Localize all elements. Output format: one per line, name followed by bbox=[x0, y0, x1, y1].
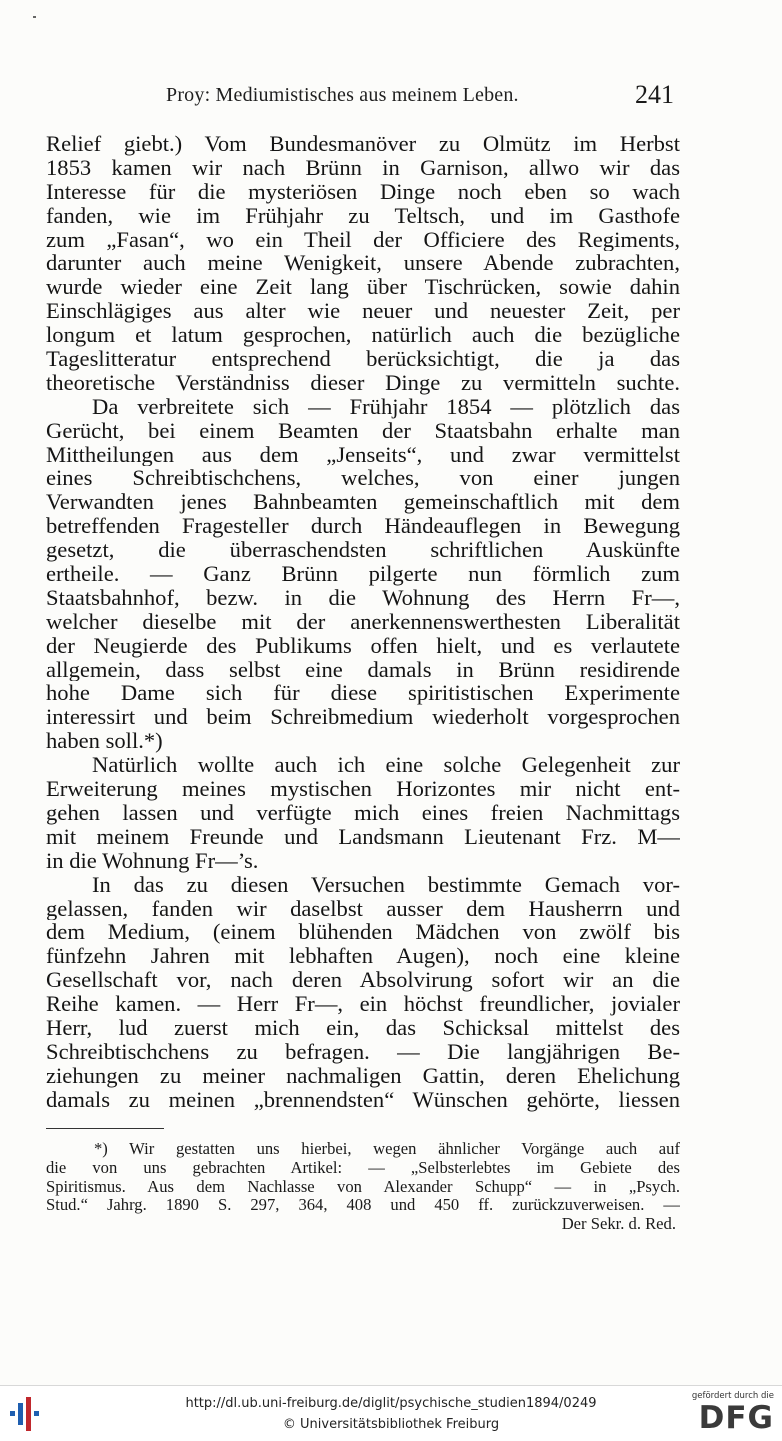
footnote-rule bbox=[46, 1128, 164, 1129]
footnote-line: Der Sekr. d. Red. bbox=[561, 1215, 676, 1234]
text-line: Staatsbahnhof, bezw. in die Wohnung des Herrn Fr—, bbox=[46, 585, 680, 610]
footnote-line: *) Wir gestatten uns hierbei, wegen ähnlicher Vorgänge auch auf bbox=[94, 1140, 680, 1158]
text-line: Natürlich wollte auch ich eine solche Gelegenheit zur bbox=[92, 753, 680, 778]
document-url-link[interactable]: http://dl.ub.uni-freiburg.de/diglit/psychische_studien1894/0249 bbox=[185, 1396, 597, 1411]
text-line: 1853 kamen wir nach Brünn in Garnison, allwo wir das bbox=[46, 155, 680, 180]
text-line: Schreibtischchens zu befragen. — Die langjährigen Be- bbox=[46, 1039, 680, 1064]
text-line: haben soll.*) bbox=[46, 729, 163, 754]
copyright-notice: © Universitätsbibliothek Freiburg bbox=[282, 1417, 500, 1432]
page-number: 241 bbox=[635, 80, 674, 109]
text-line: wurde wieder eine Zeit lang über Tischrücken, sowie dahin bbox=[46, 275, 680, 300]
text-line: in die Wohnung Fr—’s. bbox=[46, 848, 259, 873]
text-line: mit meinem Freunde und Landsmann Lieutenant Frz. M— bbox=[46, 824, 680, 849]
text-line: Verwandten jenes Bahnbeamten gemeinschaftlich mit dem bbox=[46, 490, 680, 515]
text-line: betreffenden Fragesteller durch Händeauflegen in Bewegung bbox=[46, 514, 680, 539]
text-line: Einschlägiges aus alter wie neuer und neuester Zeit, per bbox=[46, 299, 680, 324]
text-line: Gerücht, bei einem Beamten der Staatsbahn erhalte man bbox=[46, 418, 680, 443]
text-line: Tageslitteratur entsprechend berücksichtigt, die ja das bbox=[46, 347, 680, 371]
text-line: fünfzehn Jahren mit lebhaften Augen), noch eine kleine bbox=[46, 944, 680, 969]
text-line: gehen lassen und verfügte mich eines freien Nachmittags bbox=[46, 800, 680, 825]
text-line: eines Schreibtischchens, welches, von einer jungen bbox=[46, 466, 680, 491]
footnote-line: Stud.“ Jahrg. 1890 S. 297, 364, 408 und 450 ff. zurückzuverweisen. — bbox=[46, 1196, 680, 1215]
text-line: welcher dieselbe mit der anerkennenswerthesten Liberalität bbox=[46, 609, 680, 634]
text-line: longum et latum gesprochen, natürlich auch die bezügliche bbox=[46, 323, 680, 348]
text-line: Gesellschaft vor, nach deren Absolvirung sofort wir an die bbox=[46, 968, 680, 993]
library-footer bbox=[0, 1385, 782, 1441]
text-line: Mittheilungen aus dem „Jenseits“, und zwar vermittelst bbox=[46, 442, 680, 467]
text-line: In das zu diesen Versuchen bestimmte Gemach vor- bbox=[92, 872, 680, 897]
text-line: Herr, lud zuerst mich ein, das Schicksal mittelst des bbox=[46, 1015, 680, 1040]
footnote-line: die von uns gebrachten Artikel: — „Selbsterlebtes im Gebiete des bbox=[46, 1158, 680, 1177]
scan-artifact-dot bbox=[33, 16, 36, 18]
page-header bbox=[46, 80, 680, 118]
text-line: ziehungen zu meiner nachmaligen Gattin, deren Ehelichung bbox=[46, 1063, 680, 1088]
footnote-line: Spiritismus. Aus dem Nachlasse von Alexander Schupp“ — in „Psych. bbox=[46, 1177, 680, 1196]
running-head: Proy: Mediumistisches aus meinem Leben. bbox=[166, 84, 519, 106]
text-line: Interesse für die mysteriösen Dinge noch eben so wach bbox=[46, 179, 680, 204]
text-line: hohe Dame sich für diese spiritistischen Experimente bbox=[46, 681, 680, 706]
text-line: dem Medium, (einem blühenden Mädchen von zwölf bis bbox=[46, 920, 680, 945]
text-line: fanden, wie im Frühjahr zu Teltsch, und im Gasthofe bbox=[46, 203, 680, 228]
text-line: interessirt und beim Schreibmedium wiederholt vorgesprochen bbox=[46, 705, 680, 730]
text-line: theoretische Verständniss dieser Dinge zu vermitteln suchte. bbox=[46, 370, 680, 395]
text-line: darunter auch meine Wenigkeit, unsere Abende zubrachten, bbox=[46, 251, 680, 276]
text-line: Relief giebt.) Vom Bundesmanöver zu Olmütz im Herbst bbox=[46, 132, 680, 156]
text-line: Erweiterung meines mystischen Horizontes mir nicht ent- bbox=[46, 777, 680, 801]
dfg-logo bbox=[684, 1391, 774, 1437]
text-line: der Neugierde des Publikums offen hielt, und es verlautete bbox=[46, 633, 680, 658]
text-line: ertheile. — Ganz Brünn pilgerte nun förmlich zum bbox=[46, 562, 680, 586]
text-line: Reihe kamen. — Herr Fr—, ein höchst freundlicher, jovialer bbox=[46, 992, 680, 1016]
text-line: Da verbreitete sich — Frühjahr 1854 — plötzlich das bbox=[92, 394, 680, 419]
dfg-logo-mark: DFG bbox=[698, 1400, 774, 1436]
body-text bbox=[46, 132, 680, 1112]
text-line: gesetzt, die überraschendsten schriftlichen Auskünfte bbox=[46, 538, 680, 563]
footnote-block bbox=[46, 1140, 680, 1234]
text-line: zum „Fasan“, wo ein Theil der Officiere des Regiments, bbox=[46, 227, 680, 252]
text-line: damals zu meinen „brennendsten“ Wünschen gehörte, liessen bbox=[46, 1087, 680, 1112]
dfg-caption: gefördert durch die bbox=[691, 1391, 774, 1401]
text-line: gelassen, fanden wir daselbst ausser dem Hausherrn und bbox=[46, 896, 680, 921]
text-line: allgemein, dass selbst eine damals in Brünn residirende bbox=[46, 657, 680, 682]
